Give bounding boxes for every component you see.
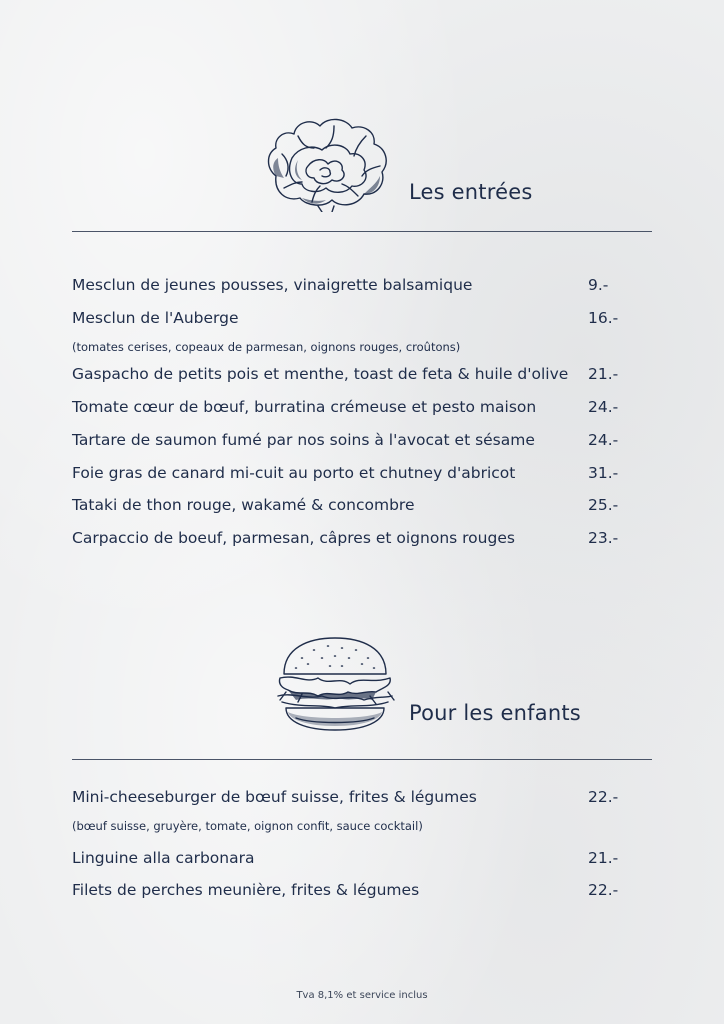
dish-price: 22.- <box>588 788 619 806</box>
menu-item <box>72 431 620 453</box>
dish-note: (tomates cerises, copeaux de parmesan, oignons rouges, croûtons) <box>72 340 461 354</box>
section-title-starters: Les entrées <box>409 180 533 204</box>
menu-item <box>72 309 620 331</box>
menu-item <box>72 496 620 518</box>
menu-item <box>72 276 620 298</box>
menu-item <box>72 788 620 810</box>
dish-name: Mini-cheeseburger de bœuf suisse, frites & légumes <box>72 788 477 806</box>
dish-price: 25.- <box>588 496 619 514</box>
menu-item <box>72 881 620 903</box>
dish-name: Mesclun de l'Auberge <box>72 309 239 327</box>
section-divider <box>72 231 652 232</box>
dish-name: Carpaccio de boeuf, parmesan, câpres et oignons rouges <box>72 529 515 547</box>
dish-price: 24.- <box>588 431 619 449</box>
menu-item <box>72 849 620 871</box>
dish-price: 31.- <box>588 464 619 482</box>
dish-price: 22.- <box>588 881 619 899</box>
dish-price: 24.- <box>588 398 619 416</box>
section-title-kids: Pour les enfants <box>409 701 581 725</box>
menu-item <box>72 365 620 387</box>
lettuce-icon <box>262 114 394 212</box>
dish-price: 21.- <box>588 849 619 867</box>
dish-name: Tomate cœur de bœuf, burratina crémeuse et pesto maison <box>72 398 537 416</box>
dish-name: Filets de perches meunière, frites & légumes <box>72 881 420 899</box>
footer-note: Tva 8,1% et service inclus <box>296 990 428 1001</box>
burger-icon <box>272 634 398 736</box>
dish-name: Tartare de saumon fumé par nos soins à l'avocat et sésame <box>72 431 535 449</box>
dish-price: 21.- <box>588 365 619 383</box>
dish-note: (bœuf suisse, gruyère, tomate, oignon confit, sauce cocktail) <box>72 819 423 833</box>
dish-name: Gaspacho de petits pois et menthe, toast de feta & huile d'olive <box>72 365 569 383</box>
section-divider <box>72 759 652 760</box>
dish-name: Mesclun de jeunes pousses, vinaigrette balsamique <box>72 276 473 294</box>
menu-item <box>72 529 620 551</box>
dish-price: 16.- <box>588 309 619 327</box>
dish-name: Tataki de thon rouge, wakamé & concombre <box>72 496 415 514</box>
dish-price: 23.- <box>588 529 619 547</box>
menu-item <box>72 464 620 486</box>
dish-name: Linguine alla carbonara <box>72 849 255 867</box>
dish-price: 9.- <box>588 276 609 294</box>
dish-name: Foie gras de canard mi-cuit au porto et chutney d'abricot <box>72 464 516 482</box>
menu-item <box>72 398 620 420</box>
